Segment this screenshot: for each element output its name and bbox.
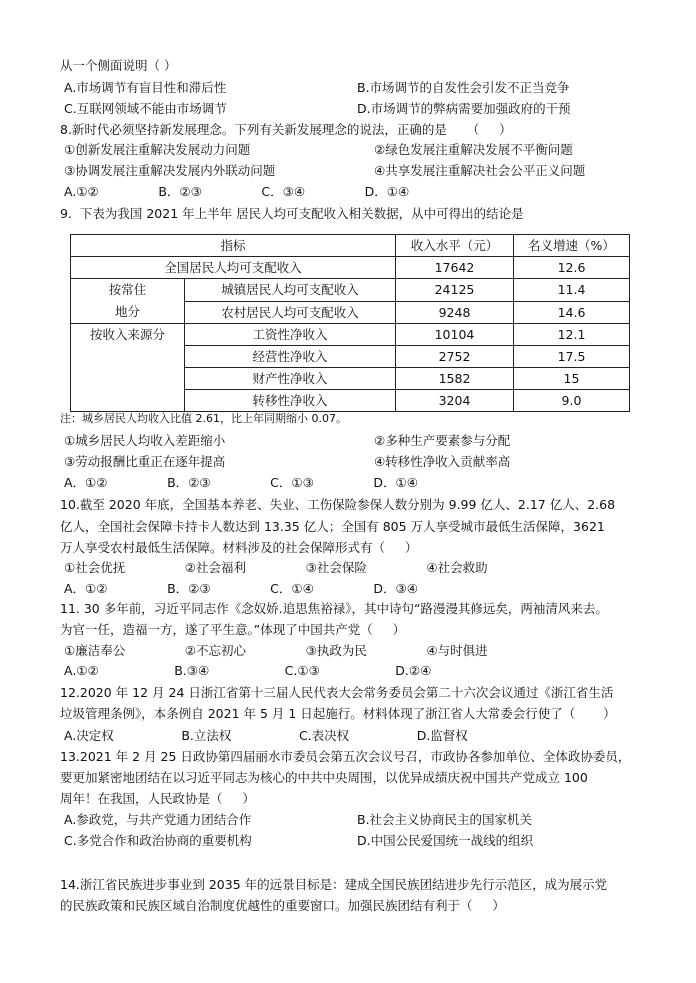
table-cell-income: 9248 — [396, 301, 514, 324]
q7-option-c: C.互联网领域不能由市场调节 — [64, 101, 227, 116]
table-row-label: 城镇居民人均可支配收入 — [185, 279, 396, 302]
q14-stem-line1: 14.浙江省民族进步事业到 2035 年的远景目标是：建成全国民族团结进步先行示范区，成为展示党 — [60, 877, 608, 892]
q7-option-a: A.市场调节有盲目性和滞后性 — [64, 80, 227, 95]
table-row — [71, 279, 630, 302]
q7-option-d: D.市场调节的弊病需要加强政府的干预 — [357, 101, 571, 116]
q7-option-b: B.市场调节的自发性会引发不正当竞争 — [357, 80, 570, 95]
table-cell-growth: 15 — [514, 368, 630, 390]
table-header-index: 指标 — [71, 235, 396, 257]
table-row — [71, 324, 630, 346]
q9-options: A．①② B．②③ C．①③ D．①④ — [64, 475, 418, 490]
table-cell-income: 17642 — [396, 257, 514, 279]
q10-items: ①社会优抚 ②社会福利 ③社会保险 ④社会救助 — [64, 560, 488, 575]
table-cell-income: 10104 — [396, 324, 514, 346]
q11-stem-line1: 11. 30 多年前，习近平同志作《念奴娇.追思焦裕禄》，其中诗句“路漫漫其修远矣，两袖清风来去。 — [60, 601, 608, 616]
table-group-residence-line1: 按常住 — [108, 282, 147, 297]
q8-item-2: ②绿色发展注重解决发展不平衡问题 — [374, 142, 573, 157]
table-cell-growth: 12.6 — [514, 257, 630, 279]
table-group-residence — [71, 279, 185, 324]
table-cell-growth: 11.4 — [514, 279, 630, 302]
q13-option-a: A.参政党，与共产党通力团结合作 — [64, 812, 252, 827]
q10-stem-line2: 亿人，全国社会保障卡持卡人数达到 13.35 亿人；全国有 805 万人享受城市最低生活保障，3621 — [60, 519, 605, 534]
q9-item-2: ②多种生产要素参与分配 — [374, 433, 511, 448]
q14-stem-line2: 的民族政策和民族区域自治制度优越性的重要窗口。加强民族团结有利于（ ） — [60, 898, 505, 913]
q13-stem-line3: 周年！在我国，人民政协是（ ） — [60, 791, 255, 806]
table-cell-growth: 12.1 — [514, 324, 630, 346]
income-table — [70, 234, 630, 412]
table-header-row — [71, 235, 630, 257]
table-row-label: 财产性净收入 — [185, 368, 396, 390]
q12-stem-line1: 12.2020 年 12 月 24 日浙江省第十三届人民代表大会常务委员会第二十六次会议通过《浙江省生活 — [60, 685, 614, 700]
table-group-source: 按收入来源分 — [71, 324, 185, 412]
q10-options: A．①② B．②③ C．①④ D．③④ — [64, 581, 418, 596]
q9-item-1: ①城乡居民人均收入差距缩小 — [64, 433, 226, 448]
table-header-growth: 名义增速（%） — [514, 235, 630, 257]
q13-option-c: C.多党合作和政治协商的重要机构 — [64, 833, 252, 848]
q8-item-1: ①创新发展注重解决发展动力问题 — [64, 142, 251, 157]
table-row-label: 农村居民人均可支配收入 — [185, 301, 396, 324]
q7-stem-tail: 从一个侧面说明（ ） — [60, 58, 177, 73]
table-cell-income: 24125 — [396, 279, 514, 302]
table-cell-growth: 14.6 — [514, 301, 630, 324]
q8-item-4: ④共享发展注重解决社会公平正义问题 — [374, 163, 586, 178]
q9-item-4: ④转移性净收入贡献率高 — [374, 454, 511, 469]
table-cell-income: 3204 — [396, 390, 514, 412]
q8-options: A.①② B．②③ C．③④ D．①④ — [64, 184, 410, 199]
q13-stem-line2: 要更加紧密地团结在以习近平同志为核心的中共中央周围，以优异成绩庆祝中国共产党成立 100 — [60, 770, 588, 785]
table-row-label: 工资性净收入 — [185, 324, 396, 346]
table-cell-growth: 17.5 — [514, 346, 630, 368]
q9-stem: 9. 下表为我国 2021 年上半年 居民人均可支配收入相关数据，从中可得出的结论是 — [60, 206, 524, 221]
q10-stem-line3: 万人享受农村最低生活保障。材料涉及的社会保障形式有（ ） — [60, 540, 418, 555]
table-cell-income: 1582 — [396, 368, 514, 390]
table-header-income: 收入水平（元） — [396, 235, 514, 257]
q11-stem-line2: 为官一任，造福一方，遂了平生意。”体现了中国共产党（ ） — [60, 622, 406, 637]
q8-item-3: ③协调发展注重解决发展内外联动问题 — [64, 163, 276, 178]
table-note: 注：城乡居民人均收入比值 2.61，比上年同期缩小 0.07。 — [60, 412, 347, 425]
q13-option-d: D.中国公民爱国统一战线的组织 — [357, 833, 534, 848]
q12-options: A.决定权 B.立法权 C.表决权 D.监督权 — [64, 728, 468, 743]
q11-options: A.①② B.③④ C.①③ D.②④ — [64, 663, 432, 678]
table-row-label: 转移性净收入 — [185, 390, 396, 412]
table-row-label: 全国居民人均可支配收入 — [71, 257, 396, 279]
q11-items: ①廉洁奉公 ②不忘初心 ③执政为民 ④与时俱进 — [64, 643, 488, 658]
table-row — [71, 257, 630, 279]
table-group-residence-line2: 地分 — [114, 304, 140, 319]
table-row-label: 经营性净收入 — [185, 346, 396, 368]
q10-stem-line1: 10.截至 2020 年底，全国基本养老、失业、工伤保险参保人数分别为 9.99 亿人、2.17 亿人、2.68 — [60, 497, 616, 512]
table-cell-income: 2752 — [396, 346, 514, 368]
q9-item-3: ③劳动报酬比重正在逐年提高 — [64, 454, 226, 469]
q12-stem-line2: 垃圾管理条例》，本条例自 2021 年 5 月 1 日起施行。材料体现了浙江省人大常委会行使了（ ） — [60, 706, 616, 721]
q13-option-b: B.社会主义协商民主的国家机关 — [357, 812, 533, 827]
q13-stem-line1: 13.2021 年 2 月 25 日政协第四届丽水市委员会第五次会议号召，市政协各参加单位、全体政协委员， — [60, 749, 631, 764]
table-cell-growth: 9.0 — [514, 390, 630, 412]
q8-stem: 8.新时代必须坚持新发展理念。下列有关新发展理念的说法，正确的是 （ ） — [60, 122, 512, 137]
